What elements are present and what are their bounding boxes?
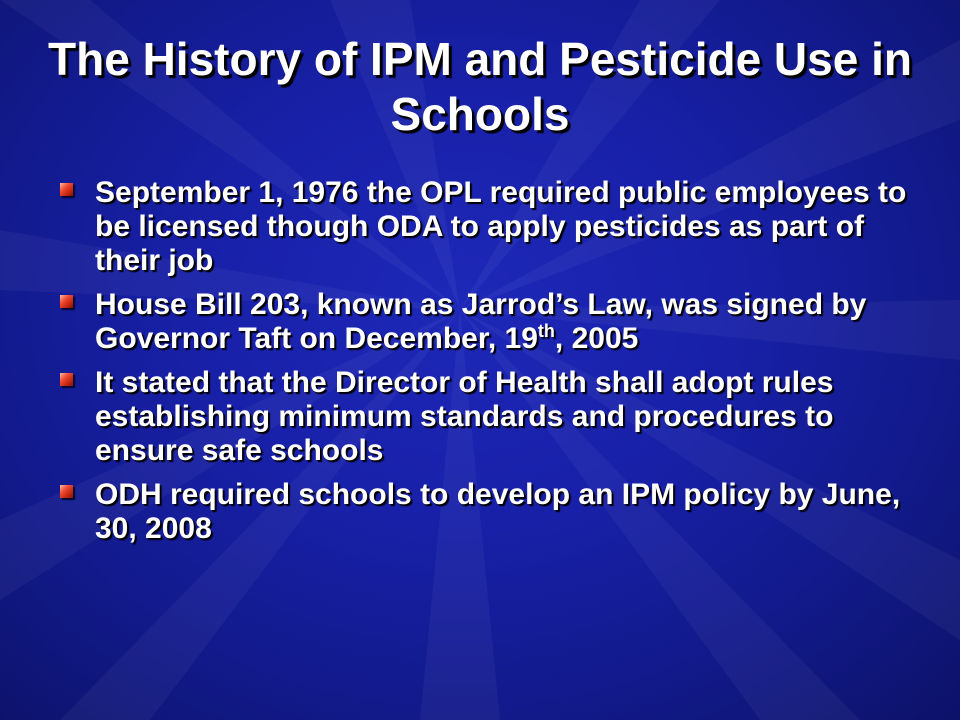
slide-title: The History of IPM and Pesticide Use in Schools — [48, 33, 912, 140]
bullet-text: September 1, 1976 the OPL required public employees to be licensed though ODA to apply pesticides as part of their job — [95, 176, 907, 277]
bullet-list — [0, 176, 960, 556]
bullet-marker-icon — [60, 373, 73, 386]
bullet-item-1 — [0, 176, 960, 278]
bullet-text-after: , 2005 — [554, 322, 639, 355]
bullet-text: It stated that the Director of Health shall adopt rules establishing minimum standards and procedures to ensure safe schools — [95, 366, 834, 467]
bullet-item-3 — [0, 366, 960, 468]
bullet-text — [95, 288, 910, 356]
bullet-marker-icon — [60, 183, 73, 196]
bullet-text-superscript: th — [537, 321, 555, 341]
bullet-marker-icon — [60, 295, 73, 308]
bullet-item-4 — [0, 478, 960, 546]
bullet-item-2 — [0, 288, 960, 356]
bullet-text: ODH required schools to develop an IPM policy by June, 30, 2008 — [95, 478, 901, 545]
bullet-text-before: House Bill 203, known as Jarrod’s Law, was signed by Governor Taft on December, 19 — [95, 288, 867, 355]
bullet-marker-icon — [60, 485, 73, 498]
